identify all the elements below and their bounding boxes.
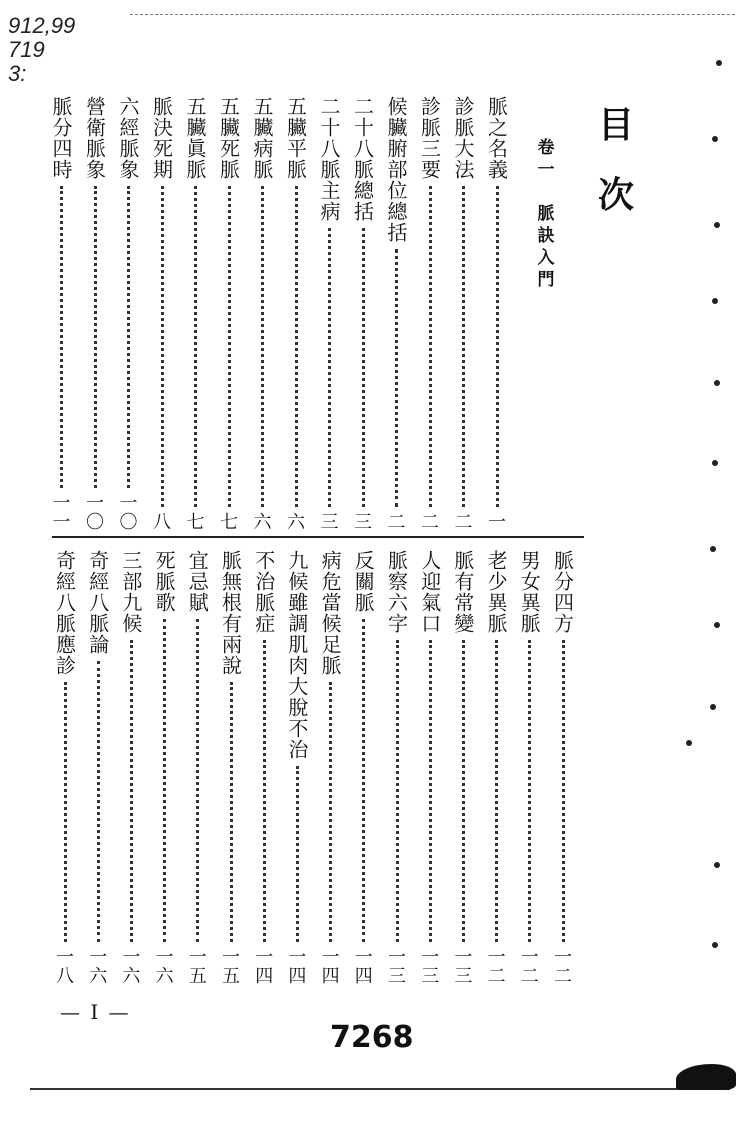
dot-leader: [362, 619, 365, 942]
toc-entry[interactable]: [52, 550, 78, 986]
dot-leader: [161, 186, 164, 507]
toc-entry[interactable]: [451, 96, 477, 532]
toc-entry-page: 七: [220, 512, 238, 533]
toc-entry-title: 病危當候足脈: [318, 550, 343, 676]
toc-entry-page: 一 三: [421, 947, 440, 987]
margin-dot: [714, 622, 720, 628]
toc-entry-title: 二十八脈總括: [350, 96, 375, 222]
toc-entry-title: 診脈大法: [451, 96, 475, 180]
dot-leader: [230, 682, 233, 942]
toc-entry-page: 六: [287, 512, 305, 533]
toc-entry-page: 一 二: [487, 947, 506, 987]
stamp-number: 7268: [330, 1020, 414, 1055]
toc-entry[interactable]: [185, 550, 211, 986]
toc-entry-title: 五臟眞脈: [183, 96, 207, 180]
toc-entry[interactable]: [450, 550, 476, 986]
toc-entry[interactable]: [82, 96, 108, 532]
margin-dot: [712, 298, 718, 304]
toc-entry-page: 三: [320, 512, 339, 533]
toc-entry-page: 一 三: [388, 947, 406, 987]
dot-leader: [295, 186, 298, 507]
dot-leader: [97, 661, 100, 942]
toc-entry-page: 一 四: [255, 947, 274, 987]
toc-entry-title: 人迎氣口: [417, 550, 442, 634]
toc-entry-title: 二十八脈主病: [317, 96, 341, 222]
char: 一: [537, 160, 555, 180]
toc-entry-page: 一 四: [354, 947, 373, 987]
toc-entry-title: 五臟平脈: [283, 96, 308, 180]
char: 門: [537, 270, 555, 290]
dot-leader: [362, 228, 365, 507]
dot-leader: [396, 640, 399, 942]
toc-entry[interactable]: [550, 550, 576, 986]
toc-entry[interactable]: [283, 96, 309, 532]
toc-entry-title: 奇經八脈論: [85, 550, 110, 655]
toc-entry-title: 脈無根有兩說: [218, 550, 243, 676]
toc-entry[interactable]: [218, 550, 244, 986]
dot-leader: [127, 186, 130, 488]
toc-entry-page: 一 二: [520, 947, 539, 987]
dot-leader: [228, 186, 231, 507]
volume-subtitle: [534, 203, 558, 291]
toc-entry-page: 一 四: [288, 947, 307, 987]
toc-entry-title: 五臟病脈: [250, 96, 274, 180]
handwritten-line: 719: [8, 37, 45, 62]
toc-entry-page: 二: [421, 512, 439, 533]
dot-leader: [429, 186, 432, 507]
dot-leader: [329, 682, 332, 942]
dot-leader: [495, 640, 498, 942]
toc-entry-title: 營衛脈象: [82, 96, 107, 180]
dot-leader: [528, 640, 531, 942]
handwritten-note: [8, 14, 98, 86]
char: 卷: [537, 138, 555, 158]
margin-dot: [716, 60, 722, 66]
toc-entry-page: 一 六: [155, 947, 174, 987]
bottom-edge-line: [30, 1088, 730, 1090]
toc-entry-title: 六經脈象: [116, 96, 140, 180]
dot-leader: [196, 619, 199, 942]
toc-entry[interactable]: [250, 96, 276, 532]
margin-dot: [710, 704, 716, 710]
toc-entry-page: 一 五: [188, 947, 207, 987]
dot-leader: [562, 640, 565, 942]
margin-dot: [714, 862, 720, 868]
toc-entry[interactable]: [85, 550, 111, 986]
dot-leader: [194, 186, 197, 507]
toc-entry-title: 死脈歌: [152, 550, 177, 613]
margin-dot: [712, 460, 718, 466]
volume-number: [534, 137, 558, 181]
toc-entry-title: 反關脈: [351, 550, 376, 613]
toc-entry[interactable]: [351, 550, 377, 986]
toc-entry-title: 男女異脈: [517, 550, 542, 634]
toc-entry[interactable]: [318, 550, 344, 986]
toc-entry-page: 一 一: [52, 493, 71, 533]
dot-leader: [263, 640, 266, 942]
handwritten-line: 912,99: [8, 13, 76, 38]
title-char: 目: [597, 104, 634, 146]
dot-leader: [94, 186, 97, 488]
toc-entry-title: 奇經八脈應診: [52, 550, 77, 676]
toc-entry-title: 脈決死期: [149, 96, 174, 180]
char: 入: [537, 248, 555, 268]
handwritten-line: 3:: [8, 61, 27, 86]
dot-leader: [130, 640, 133, 942]
toc-entry-page: 一 三: [454, 947, 473, 987]
toc-entry[interactable]: [484, 550, 510, 986]
toc-entry-title: 宜忌賦: [185, 550, 210, 613]
toc-entry[interactable]: [284, 550, 310, 986]
toc-entry[interactable]: [116, 96, 142, 532]
toc-entry-page: 一 四: [321, 947, 340, 987]
page-title: [596, 90, 636, 230]
toc-entry-page: 一 〇: [119, 493, 138, 533]
section-divider: [52, 536, 584, 538]
toc-entry-page: 八: [153, 512, 171, 533]
page-folio: — I —: [60, 1000, 131, 1024]
margin-dot: [710, 546, 716, 552]
toc-entry-page: 六: [253, 512, 272, 533]
margin-dot: [712, 942, 718, 948]
toc-entry-page: 二: [454, 512, 473, 533]
toc-entry-page: 一 六: [89, 947, 108, 987]
dot-leader: [462, 640, 465, 942]
toc-entry[interactable]: [350, 96, 376, 532]
char: 訣: [537, 226, 555, 246]
toc-entry-page: 七: [186, 512, 205, 533]
toc-entry[interactable]: [484, 96, 510, 532]
toc-entry[interactable]: [216, 96, 242, 532]
toc-entry-title: 脈之名義: [484, 96, 509, 180]
toc-entry-page: 一: [488, 512, 506, 533]
toc-entry[interactable]: [118, 550, 144, 986]
toc-entry[interactable]: [384, 96, 410, 532]
toc-entry-page: 一 六: [122, 947, 141, 987]
toc-entry[interactable]: [251, 550, 277, 986]
dot-leader: [296, 766, 299, 942]
toc-entry-title: 老少異脈: [484, 550, 509, 634]
toc-entry-page: 一 八: [56, 947, 74, 987]
dot-leader: [328, 228, 331, 507]
top-edge-line: [130, 0, 736, 15]
dot-leader: [163, 619, 166, 942]
toc-entry[interactable]: [183, 96, 209, 532]
toc-entry[interactable]: [517, 550, 543, 986]
margin-dot: [686, 740, 692, 746]
toc-entry-page: 一 二: [554, 947, 572, 987]
toc-entry-title: 脈分四時: [49, 96, 73, 180]
toc-entry-page: 二: [387, 512, 406, 533]
toc-entry-title: 五臟死脈: [216, 96, 241, 180]
ink-blot: [676, 1064, 736, 1090]
dot-leader: [395, 249, 398, 507]
toc-entry-page: 一 五: [222, 947, 240, 987]
toc-entry[interactable]: [417, 96, 443, 532]
toc-entry-title: 候臟腑部位總括: [384, 96, 408, 243]
toc-entry-title: 脈有常變: [450, 550, 475, 634]
dot-leader: [462, 186, 465, 507]
dot-leader: [261, 186, 264, 507]
dot-leader: [64, 682, 67, 942]
toc-entry[interactable]: [152, 550, 178, 986]
toc-entry[interactable]: [149, 96, 175, 532]
toc-entry-title: 不治脈症: [251, 550, 276, 634]
char: 脈: [537, 204, 555, 224]
toc-entry-page: 一 〇: [86, 493, 104, 533]
margin-dot: [714, 222, 720, 228]
toc-entry[interactable]: [384, 550, 410, 986]
dot-leader: [60, 186, 63, 488]
toc-entry-page: 三: [354, 512, 372, 533]
toc-entry-title: 三部九候: [118, 550, 143, 634]
dot-leader: [496, 186, 499, 507]
title-char: 次: [597, 174, 634, 216]
toc-entry[interactable]: [49, 96, 75, 532]
toc-entry-title: 脈分四方: [550, 550, 575, 634]
toc-entry-title: 診脈三要: [417, 96, 442, 180]
toc-entry[interactable]: [317, 96, 343, 532]
margin-dot: [714, 380, 720, 386]
margin-dot: [712, 136, 718, 142]
toc-entry[interactable]: [417, 550, 443, 986]
dot-leader: [429, 640, 432, 942]
toc-entry-title: 脈察六字: [384, 550, 409, 634]
toc-entry-title: 九候雖調肌肉大脫不治: [284, 550, 309, 760]
